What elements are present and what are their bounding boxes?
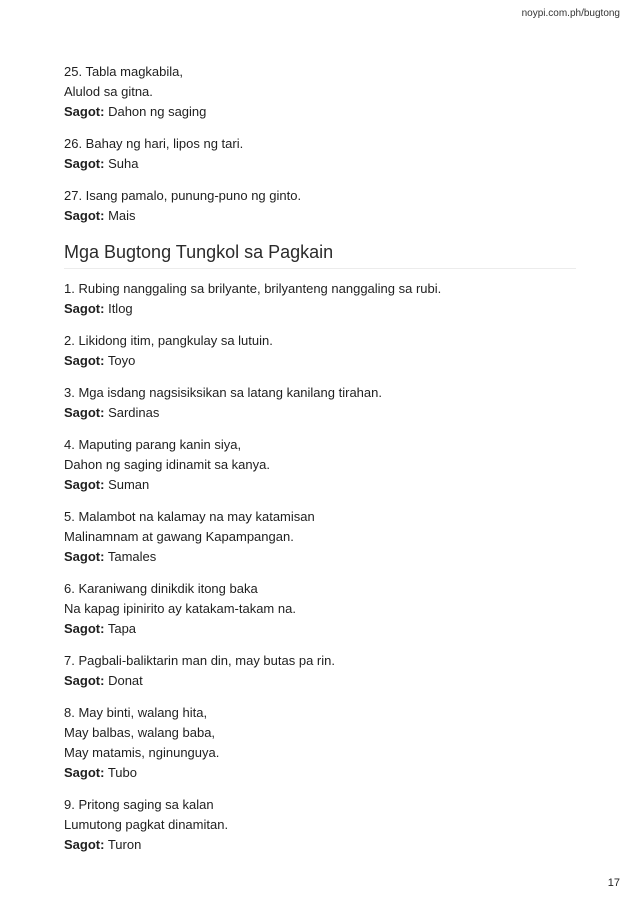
answer-text: Dahon ng saging	[108, 104, 207, 119]
riddle-answer	[64, 403, 576, 423]
page-number: 17	[607, 877, 620, 889]
answer-text: Mais	[108, 208, 136, 223]
riddle-list-continued	[64, 62, 576, 226]
answer-text: Suman	[108, 477, 150, 492]
answer-text: Suha	[108, 156, 139, 171]
riddle-entry	[64, 651, 576, 691]
riddle-line: 8. May binti, walang hita,	[64, 705, 208, 720]
answer-label: Sagot:	[64, 477, 105, 492]
riddle-line: 26. Bahay ng hari, lipos ng tari.	[64, 136, 244, 151]
riddle-entry	[64, 62, 576, 122]
riddle-line: 27. Isang pamalo, punung-puno ng ginto.	[64, 188, 302, 203]
answer-text: Turon	[107, 837, 142, 852]
riddle-line: 4. Maputing parang kanin siya,	[64, 437, 242, 452]
riddle-line: 2. Likidong itim, pangkulay sa lutuin.	[64, 333, 273, 348]
riddle-line: 7. Pagbali-baliktarin man din, may butas pa rin.	[64, 653, 335, 668]
riddle-line: Na kapag ipinirito ay katakam-takam na.	[64, 601, 296, 616]
answer-text: Donat	[108, 673, 143, 688]
riddle-entry	[64, 383, 576, 423]
riddle-answer	[64, 351, 576, 371]
riddle-entry	[64, 703, 576, 783]
riddle-entry	[64, 186, 576, 226]
riddle-line: Alulod sa gitna.	[64, 84, 153, 99]
answer-text: Sardinas	[108, 405, 160, 420]
riddle-entry	[64, 579, 576, 639]
answer-label: Sagot:	[64, 549, 105, 564]
answer-text: Toyo	[107, 353, 136, 368]
answer-label: Sagot:	[64, 673, 105, 688]
food-riddle-list	[64, 279, 576, 855]
answer-label: Sagot:	[64, 156, 105, 171]
answer-text: Tubo	[107, 765, 137, 780]
riddle-answer	[64, 835, 576, 855]
section-heading: Mga Bugtong Tungkol sa Pagkain	[64, 240, 576, 269]
riddle-answer	[64, 619, 576, 639]
riddle-line: 3. Mga isdang nagsisiksikan sa latang kanilang tirahan.	[64, 385, 382, 400]
source-url: noypi.com.ph/bugtong	[521, 8, 620, 19]
answer-label: Sagot:	[64, 765, 105, 780]
riddle-entry	[64, 279, 576, 319]
riddle-entry	[64, 134, 576, 174]
riddle-entry	[64, 507, 576, 567]
riddle-line: Lumutong pagkat dinamitan.	[64, 817, 229, 832]
page-content	[64, 62, 576, 855]
answer-label: Sagot:	[64, 208, 105, 223]
riddle-line: 25. Tabla magkabila,	[64, 64, 184, 79]
riddle-answer	[64, 154, 576, 174]
riddle-line: Dahon ng saging idinamit sa kanya.	[64, 457, 270, 472]
answer-text: Tamales	[107, 549, 157, 564]
riddle-answer	[64, 299, 576, 319]
riddle-answer	[64, 206, 576, 226]
riddle-line: 1. Rubing nanggaling sa brilyante, brilyanteng nanggaling sa rubi.	[64, 281, 442, 296]
answer-label: Sagot:	[64, 837, 105, 852]
answer-label: Sagot:	[64, 353, 105, 368]
riddle-line: 9. Pritong saging sa kalan	[64, 797, 214, 812]
riddle-line: Malinamnam at gawang Kapampangan.	[64, 529, 294, 544]
riddle-entry	[64, 331, 576, 371]
answer-text: Itlog	[108, 301, 133, 316]
riddle-line: 6. Karaniwang dinikdik itong baka	[64, 581, 258, 596]
answer-label: Sagot:	[64, 621, 105, 636]
answer-text: Tapa	[107, 621, 137, 636]
riddle-line: May matamis, nginunguya.	[64, 745, 220, 760]
riddle-answer	[64, 102, 576, 122]
riddle-line: May balbas, walang baba,	[64, 725, 216, 740]
riddle-answer	[64, 671, 576, 691]
riddle-entry	[64, 795, 576, 855]
riddle-answer	[64, 763, 576, 783]
riddle-line: 5. Malambot na kalamay na may katamisan	[64, 509, 315, 524]
riddle-entry	[64, 435, 576, 495]
answer-label: Sagot:	[64, 301, 105, 316]
riddle-answer	[64, 547, 576, 567]
answer-label: Sagot:	[64, 405, 105, 420]
riddle-answer	[64, 475, 576, 495]
answer-label: Sagot:	[64, 104, 105, 119]
